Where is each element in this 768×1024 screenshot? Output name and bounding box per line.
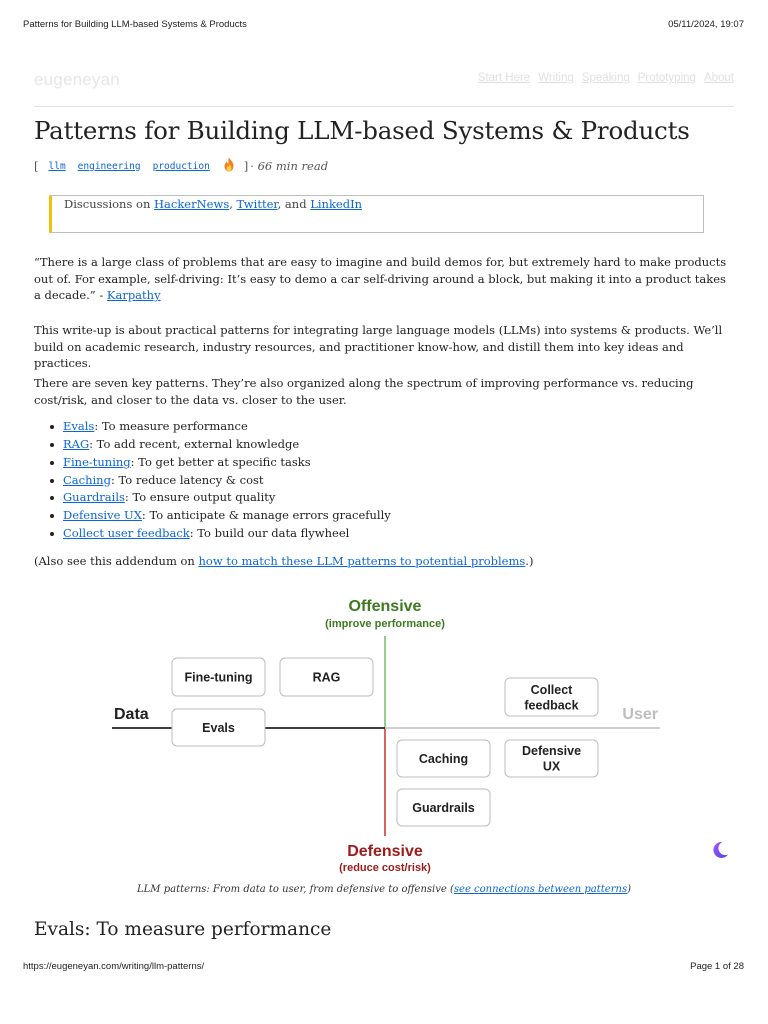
list-item bbox=[50, 472, 391, 490]
nav-prototyping[interactable]: Prototyping bbox=[637, 72, 696, 84]
site-nav bbox=[478, 72, 734, 84]
print-datetime: 05/11/2024, 19:07 bbox=[668, 19, 744, 30]
figure-caption bbox=[0, 884, 768, 895]
link-addendum[interactable]: how to match these LLM patterns to potential problems bbox=[198, 554, 526, 568]
moon-icon[interactable] bbox=[710, 840, 730, 860]
print-url: https://eugeneyan.com/writing/llm-patterns/ bbox=[23, 961, 205, 972]
read-time: · 66 min read bbox=[250, 159, 329, 173]
addendum-suffix: .) bbox=[525, 554, 534, 568]
caption-end: ) bbox=[627, 884, 631, 895]
patterns-list bbox=[50, 418, 391, 543]
seven-patterns-paragraph: There are seven key patterns. They’re also organized along the spectrum of improving performance vs. reducing cost/risk, and closer to the data vs. closer to the user. bbox=[34, 376, 694, 407]
box-guardrails-label: Guardrails bbox=[412, 801, 475, 815]
link-caching[interactable]: Caching bbox=[63, 472, 111, 487]
list-item-desc: : To ensure output quality bbox=[124, 490, 276, 505]
link-connections[interactable]: see connections between patterns bbox=[453, 884, 628, 895]
site-logo[interactable]: eugeneyan bbox=[34, 70, 120, 89]
defensive-sublabel: (reduce cost/risk) bbox=[339, 862, 431, 874]
article-meta bbox=[34, 157, 328, 175]
intro-paragraph: This write-up is about practical patterns for integrating large language models (LLMs) into systems & products. We’ll build on academic research, industry resources, and practitioner know-how, and distill them into key ideas and practices. bbox=[34, 323, 723, 371]
list-item-desc: : To measure performance bbox=[94, 419, 248, 433]
quote-paragraph bbox=[34, 254, 734, 304]
callout-text bbox=[64, 197, 703, 211]
tag-engineering[interactable]: engineering bbox=[77, 160, 141, 172]
link-defensive-ux[interactable]: Defensive UX bbox=[63, 508, 142, 523]
addendum-prefix: (Also see this addendum on bbox=[34, 554, 199, 568]
patterns-diagram bbox=[100, 586, 670, 878]
link-fine-tuning[interactable]: Fine-tuning bbox=[63, 454, 131, 469]
offensive-label: Offensive bbox=[348, 598, 422, 615]
list-item bbox=[50, 418, 391, 436]
caption-text: LLM patterns: From data to user, from defensive to offensive ( bbox=[137, 884, 454, 895]
callout-prefix: Discussions on bbox=[64, 197, 155, 211]
tag-llm[interactable]: llm bbox=[48, 160, 66, 172]
print-header bbox=[23, 19, 744, 33]
link-linkedin[interactable]: LinkedIn bbox=[310, 197, 363, 211]
link-twitter[interactable]: Twitter bbox=[236, 197, 278, 211]
callout-sep2: , and bbox=[277, 197, 311, 211]
header-divider bbox=[34, 106, 734, 107]
list-item bbox=[50, 525, 391, 543]
print-title: Patterns for Building LLM-based Systems & Products bbox=[23, 19, 247, 30]
fire-icon bbox=[222, 157, 236, 175]
nav-writing[interactable]: Writing bbox=[538, 72, 574, 84]
box-rag-label: RAG bbox=[312, 670, 341, 685]
print-footer bbox=[23, 961, 744, 975]
data-axis-label: Data bbox=[114, 706, 149, 723]
section-heading-evals: Evals: To measure performance bbox=[34, 919, 332, 940]
box-caching-label: Caching bbox=[418, 752, 469, 766]
callout-sep1: , bbox=[229, 197, 237, 211]
box-evals-label: Evals bbox=[202, 721, 235, 735]
print-page: Page 1 of 28 bbox=[690, 961, 744, 972]
user-axis-label: User bbox=[622, 706, 658, 723]
list-item bbox=[50, 489, 391, 507]
offensive-sublabel: (improve performance) bbox=[325, 618, 445, 630]
link-collect-user-feedback[interactable]: Collect user feedback bbox=[63, 526, 190, 541]
page-title: Patterns for Building LLM-based Systems & Products bbox=[34, 116, 690, 145]
box-fine-tuning-label: Fine-tuning bbox=[184, 670, 253, 685]
box-collect-feedback-label: Collect feedback bbox=[524, 683, 579, 713]
list-item-desc: : To add recent, external knowledge bbox=[89, 436, 300, 451]
nav-speaking[interactable]: Speaking bbox=[581, 72, 630, 84]
list-item bbox=[50, 507, 391, 525]
nav-start-here[interactable]: Start Here bbox=[477, 72, 531, 84]
list-item-desc: : To build our data flywheel bbox=[189, 526, 350, 541]
discussion-callout bbox=[49, 195, 704, 233]
link-karpathy[interactable]: Karpathy bbox=[106, 288, 161, 303]
tag-production[interactable]: production bbox=[152, 160, 210, 172]
link-evals[interactable]: Evals bbox=[63, 419, 95, 433]
list-item bbox=[50, 436, 391, 454]
list-item bbox=[50, 454, 391, 472]
meta-close-bracket: ] bbox=[243, 159, 249, 173]
list-item-desc: : To get better at specific tasks bbox=[130, 454, 311, 469]
addendum bbox=[34, 554, 533, 568]
link-guardrails[interactable]: Guardrails bbox=[63, 490, 125, 505]
nav-about[interactable]: About bbox=[703, 72, 734, 84]
meta-open-bracket: [ bbox=[34, 159, 39, 173]
box-defensive-ux-label: Defensive UX bbox=[521, 744, 582, 774]
quote-text: “There is a large class of problems that are easy to imagine and build demos for, but extremely hard to make products out of. For example, self-driving: It’s easy to demo a car self-driving around a block, but making it into a product takes a decade.” - bbox=[34, 255, 727, 303]
defensive-label: Defensive bbox=[347, 843, 423, 860]
site-header bbox=[34, 68, 734, 94]
link-rag[interactable]: RAG bbox=[63, 436, 90, 451]
link-hackernews[interactable]: HackerNews bbox=[154, 197, 230, 211]
list-item-desc: : To anticipate & manage errors gracefully bbox=[141, 508, 391, 523]
list-item-desc: : To reduce latency & cost bbox=[110, 472, 264, 487]
